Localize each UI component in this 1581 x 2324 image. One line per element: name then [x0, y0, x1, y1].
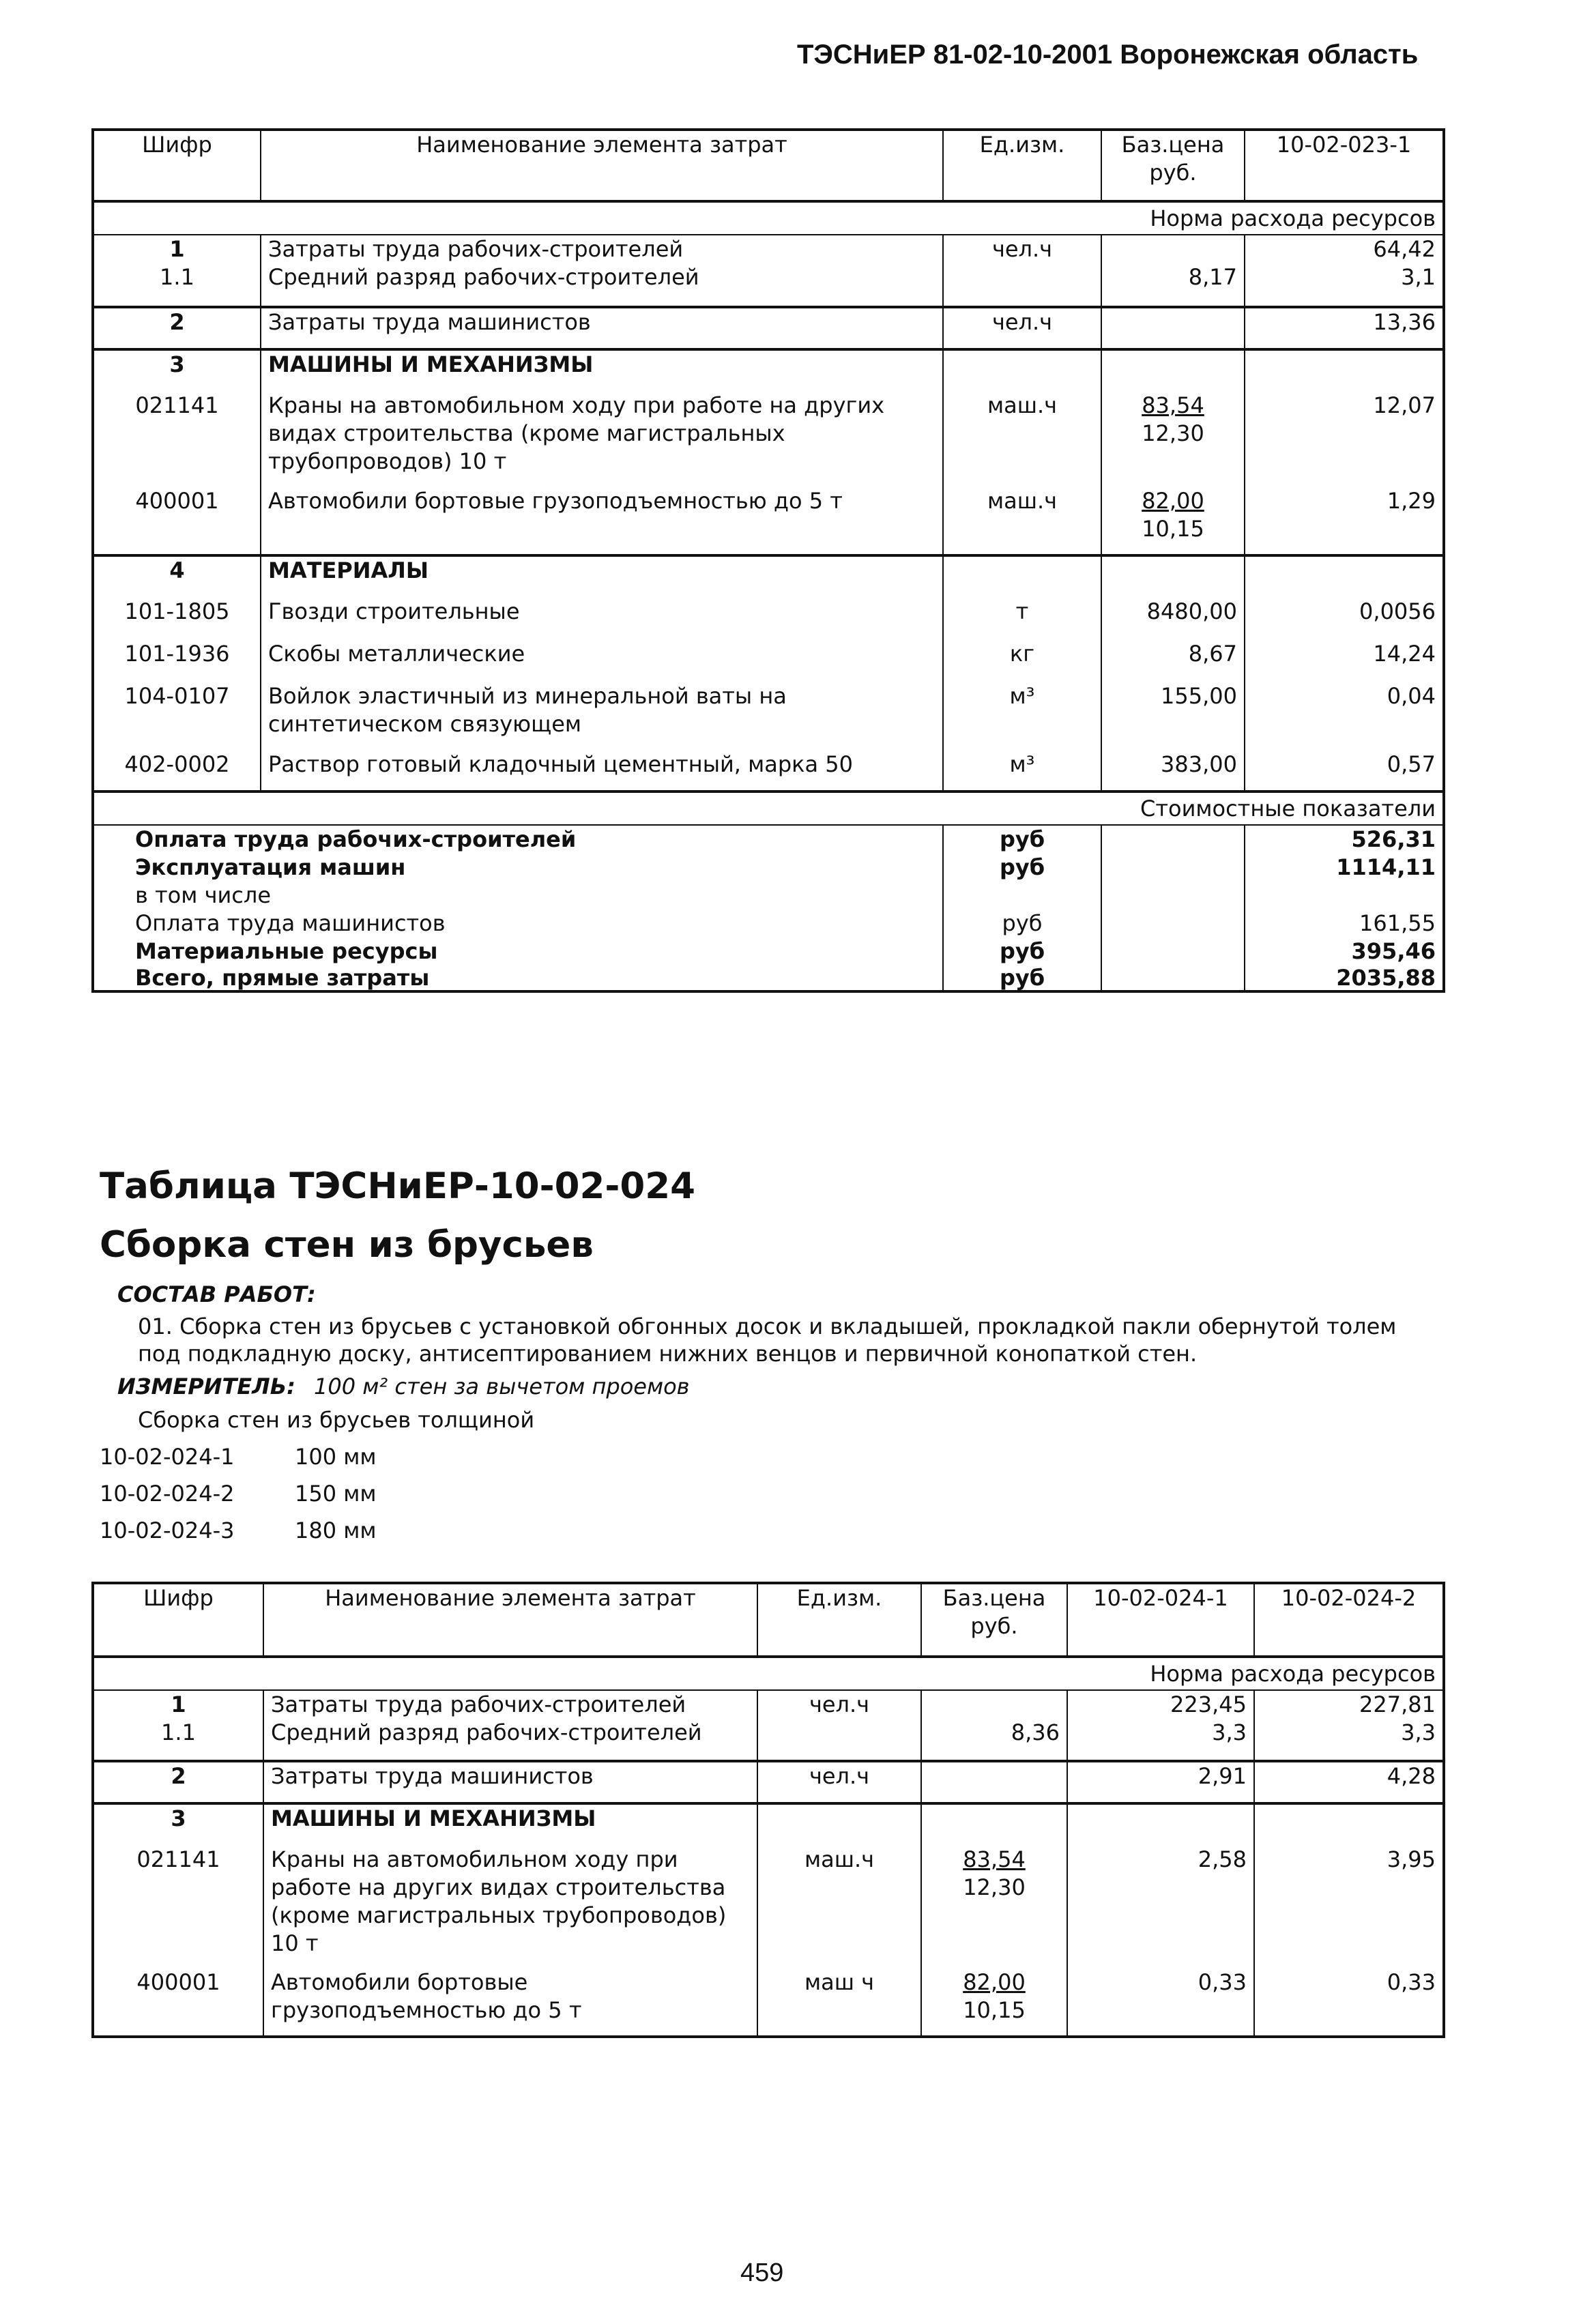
cost-row: Оплата труда машинистов руб 161,55 [93, 910, 1444, 938]
table-row: 2 Затраты труда машинистов чел.ч 2,91 4,28 [93, 1761, 1444, 1803]
variant-value: 150 мм [295, 1481, 377, 1507]
table-row: 021141 Краны на автомобильном ходу при работе на других видах строительства (кроме магистральных трубопроводов) 10 т маш.ч 83,54 12,30 12,07 [93, 392, 1444, 487]
col-header-price: Баз.цена руб. [921, 1583, 1067, 1657]
table-row: 3 МАШИНЫ И МЕХАНИЗМЫ [93, 1803, 1444, 1846]
table-row: 1 Затраты труда рабочих-строителей чел.ч 223,45 227,81 [93, 1690, 1444, 1719]
variant-code: 10-02-024-2 [100, 1481, 235, 1507]
section-cost-label: Стоимостные показатели [93, 791, 1444, 825]
variant-code: 10-02-024-1 [100, 1444, 235, 1470]
table-row: 2 Затраты труда машинистов чел.ч 13,36 [93, 307, 1444, 349]
table-row: 402-0002 Раствор готовый кладочный цементный, марка 50 м³ 383,00 0,57 [93, 751, 1444, 791]
resource-table-10-02-023 [91, 128, 1445, 993]
col-header-rate-1: 10-02-024-1 [1067, 1583, 1254, 1657]
col-header-rate: 10-02-023-1 [1245, 130, 1444, 201]
measure-label: ИЗМЕРИТЕЛЬ: [117, 1374, 295, 1399]
section-norm-label: Норма расхода ресурсов [93, 1657, 1444, 1690]
table-row: 1.1 Средний разряд рабочих-строителей 8,36 3,3 3,3 [93, 1719, 1444, 1761]
table-header-row [93, 130, 1444, 201]
col-header-code: Шифр [143, 1585, 214, 1611]
col-header-code: Шифр [142, 132, 212, 158]
table-row: 400001 Автомобили бортовые грузоподъемностью до 5 т маш ч 82,00 10,15 0,33 0,33 [93, 1969, 1444, 2037]
col-header-name: Наименование элемента затрат [261, 130, 943, 201]
table-row: 104-0107 Войлок эластичный из минеральной ваты на синтетическом связующем м³ 155,00 0,04 [93, 682, 1444, 751]
table-subtitle: Сборка стен из брусьев [100, 1224, 594, 1266]
col-header-unit: Ед.изм. [757, 1583, 921, 1657]
cost-row: Оплата труда рабочих-строителей руб 526,31 [93, 825, 1444, 854]
measure-text: 100 м² стен за вычетом проемов [314, 1374, 690, 1399]
cost-row: Материальные ресурсы руб 395,46 [93, 938, 1444, 965]
table-row: 101-1936 Скобы металлические кг 8,67 14,24 [93, 640, 1444, 682]
cost-row: Эксплуатация машин руб 1114,11 [93, 854, 1444, 882]
work-composition-label: СОСТАВ РАБОТ: [117, 1281, 316, 1307]
work-text-line-1: 01. Сборка стен из брусьев с установкой обгонных досок и вкладышей, прокладкой пакли обернутой толем [138, 1313, 1397, 1339]
table-title: Таблица ТЭСНиЕР-10-02-024 [100, 1165, 695, 1207]
table-row: 4 МАТЕРИАЛЫ [93, 555, 1444, 598]
table-row: 400001 Автомобили бортовые грузоподъемностью до 5 т маш.ч 82,00 10,15 1,29 [93, 487, 1444, 555]
col-header-rate-2: 10-02-024-2 [1254, 1583, 1444, 1657]
cost-row: в том числе [93, 882, 1444, 910]
variants-intro: Сборка стен из брусьев толщиной [138, 1407, 535, 1433]
cost-row: Всего, прямые затраты руб 2035,88 [93, 965, 1444, 991]
table-row: 101-1805 Гвозди строительные т 8480,00 0,0056 [93, 598, 1444, 640]
table-row: 021141 Краны на автомобильном ходу при работе на других видах строительства (кроме магистральных трубопроводов) 10 т маш.ч 83,54 12,30 2,58 3,95 [93, 1846, 1444, 1969]
section-norm-label: Норма расхода ресурсов [93, 201, 1444, 235]
resource-table-10-02-024 [91, 1582, 1445, 2038]
col-header-unit: Ед.изм. [943, 130, 1101, 201]
variant-value: 100 мм [295, 1444, 377, 1470]
table-row: 1.1 Средний разряд рабочих-строителей 8,17 3,1 [93, 263, 1444, 307]
page-number: 459 [740, 2258, 784, 2287]
variant-value: 180 мм [295, 1517, 377, 1543]
table-row: 3 МАШИНЫ И МЕХАНИЗМЫ [93, 349, 1444, 392]
col-header-price: Баз.цена руб. [1101, 130, 1245, 201]
col-header-name: Наименование элемента затрат [263, 1583, 757, 1657]
table-row: 1 Затраты труда рабочих-строителей чел.ч 64,42 [93, 235, 1444, 263]
running-header: ТЭСНиЕР 81-02-10-2001 Воронежская область [797, 40, 1419, 70]
table-header-row [93, 1583, 1444, 1657]
work-text-line-2: под подкладную доску, антисептированием нижних венцов и первичной конопаткой стен. [138, 1341, 1198, 1367]
variant-code: 10-02-024-3 [100, 1517, 235, 1543]
